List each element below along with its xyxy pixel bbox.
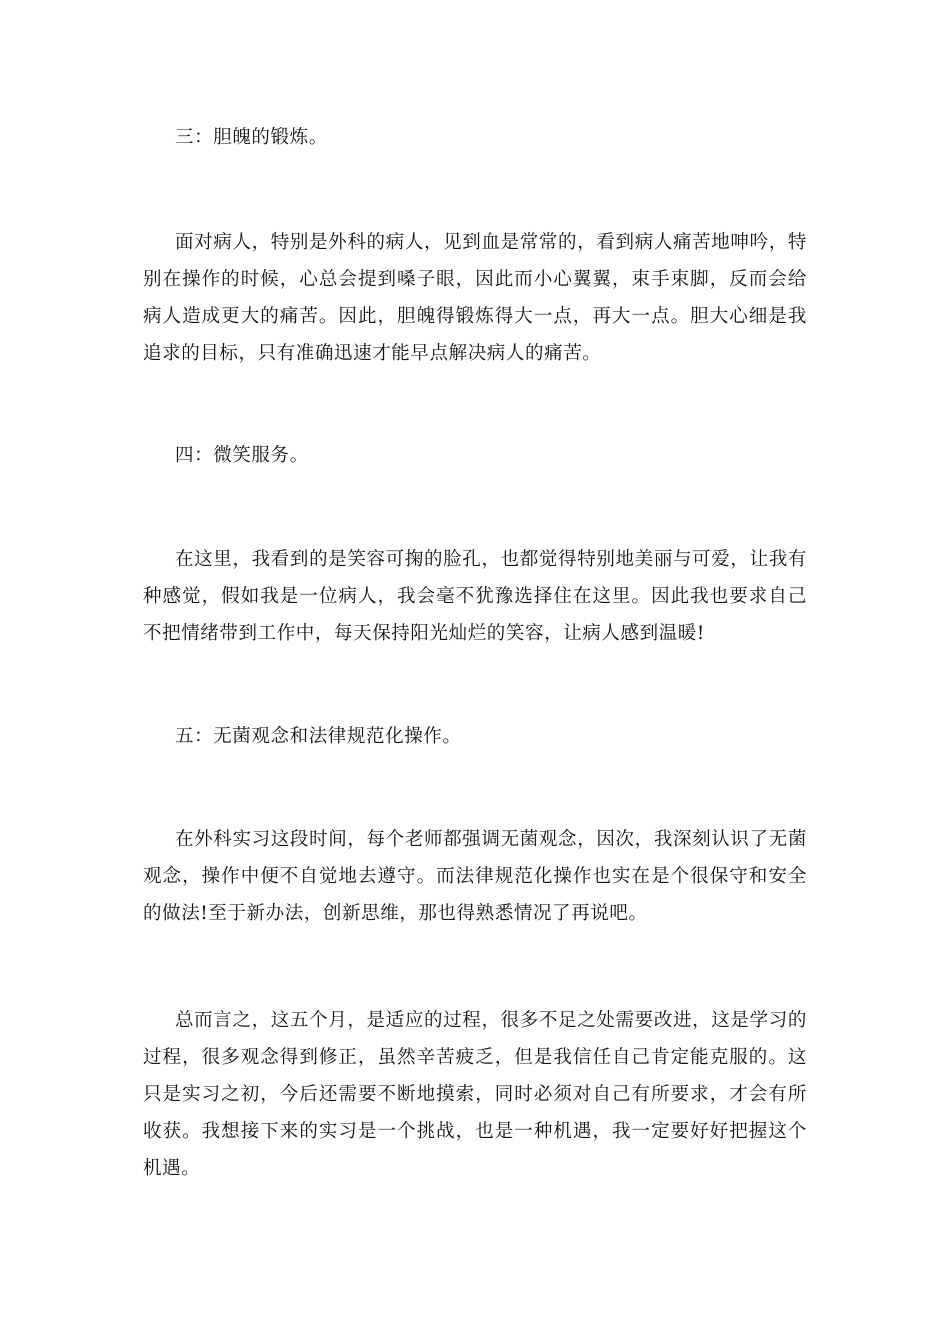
section-body-5: 在外科实习这段时间，每个老师都强调无菌观念，因次，我深刻认识了无菌观念，操作中便不自觉地去遵守。而法律规范化操作也实在是个很保守和安全的做法!至于新办法，创新思维，那也得熟悉情况了再说吧。 [143,829,807,924]
section-heading-3: 三：胆魄的锻炼。 [175,127,328,148]
section-body-3: 面对病人，特别是外科的病人，见到血是常常的，看到病人痛苦地呻吟，特别在操作的时候，心总会提到嗓子眼，因此而小心翼翼，束手束脚，反而会给病人造成更大的痛苦。因此，胆魄得锻炼得大一点，再大一点。胆大心细是我追求的目标，只有准确迅速才能早点解决病人的痛苦。 [143,232,807,364]
section-heading-4: 四：微笑服务。 [175,445,309,466]
section-body-4: 在这里，我看到的是笑容可掬的脸孔，也都觉得特别地美丽与可爱，让我有种感觉，假如我是一位病人，我会毫不犹豫选择住在这里。因此我也要求自己不把情绪带到工作中，每天保持阳光灿烂的笑容，让病人感到温暖! [143,549,807,644]
conclusion-paragraph: 总而言之，这五个月，是适应的过程，很多不足之处需要改进，这是学习的过程，很多观念得到修正，虽然辛苦疲乏，但是我信任自己肯定能克服的。这只是实习之初，今后还需要不断地摸索，同时必须对自己有所要求，才会有所收获。我想接下来的实习是一个挑战，也是一种机遇，我一定要好好把握这个机遇。 [143,1010,807,1179]
section-heading-5: 五：无菌观念和法律规范化操作。 [175,726,462,747]
